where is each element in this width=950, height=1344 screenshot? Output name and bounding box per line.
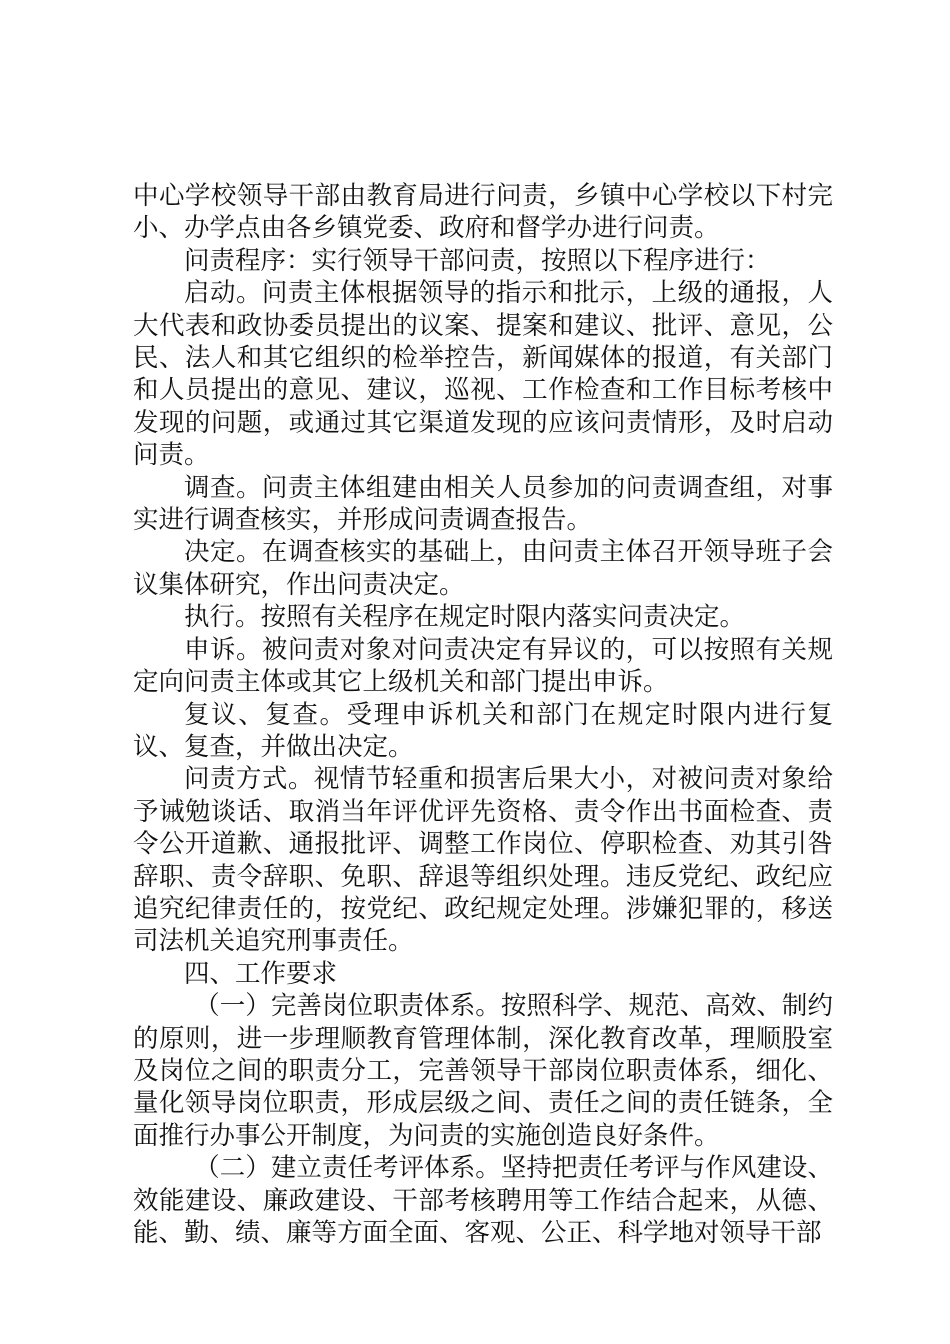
paragraph-7: 申诉。被问责对象对问责决定有异议的，可以按照有关规定向问责主体或其它上级机关和部门提出申诉。 — [133, 634, 833, 698]
paragraph-5: 决定。在调查核实的基础上，由问责主体召开领导班子会议集体研究，作出问责决定。 — [133, 537, 833, 600]
paragraph-4: 调查。问责主体组建由相关人员参加的问责调查组，对事实进行调查核实，并形成问责调查报告。 — [133, 472, 833, 536]
paragraph-1: 中心学校领导干部由教育局进行问责，乡镇中心学校以下村完小、办学点由各乡镇党委、政府和督学办进行问责。 — [133, 181, 833, 244]
paragraph-6: 执行。按照有关程序在规定时限内落实问责决定。 — [184, 602, 746, 633]
paragraph-9: 问责方式。视情节轻重和损害后果大小，对被问责对象给予诫勉谈话、取消当年评优评先资格、责令作出书面检查、责令公开道歉、通报批评、调整工作岗位、停职检查、劝其引咎辞职、责令辞职、免职、辞退等组织处理。违反党纪、政纪应追究纪律责任的，按党纪、政纪规定处理。涉嫌犯罪的，移送司法机关追究刑事责任。 — [133, 764, 833, 957]
paragraph-8: 复议、复查。受理申诉机关和部门在规定时限内进行复议、复查，并做出决定。 — [133, 699, 833, 762]
paragraph-12: （二）建立责任考评体系。坚持把责任考评与作风建设、效能建设、廉政建设、干部考核聘用等工作结合起来，从德、能、勤、绩、廉等方面全面、客观、公正、科学地对领导干部 — [133, 1153, 833, 1248]
paragraph-2: 问责程序：实行领导干部问责，按照以下程序进行： — [184, 245, 771, 276]
paragraph-3: 启动。问责主体根据领导的指示和批示，上级的通报，人大代表和政协委员提出的议案、提案和建议、批评、意见，公民、法人和其它组织的检举控告，新闻媒体的报道，有关部门和人员提出的意见、建议，巡视、工作检查和工作目标考核中发现的问题，或通过其它渠道发现的应该问责情形，及时启动问责。 — [133, 278, 833, 471]
section-heading: 四、工作要求 — [184, 958, 338, 989]
paragraph-11: （一）完善岗位职责体系。按照科学、规范、高效、制约的原则，进一步理顺教育管理体制，深化教育改革，理顺股室及岗位之间的职责分工，完善领导干部岗位职责体系，细化、量化领导岗位职责，形成层级之间、责任之间的责任链条，全面推行办事公开制度，为问责的实施创造良好条件。 — [133, 991, 833, 1151]
document-body — [133, 180, 833, 1249]
